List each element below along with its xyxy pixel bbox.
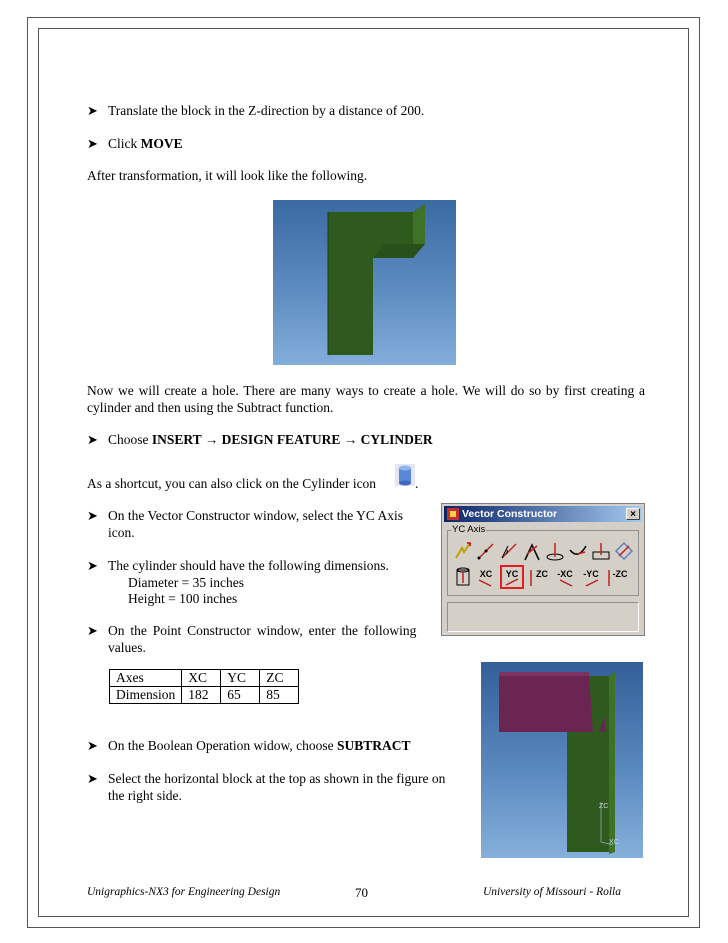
- table-cell: 182: [182, 687, 221, 704]
- figure-translated-block: [273, 200, 456, 365]
- step-boolean: [108, 738, 410, 754]
- angle-vector-icon[interactable]: [498, 540, 520, 562]
- vector-constructor-bottom-panel: [447, 602, 639, 632]
- move-command: MOVE: [140, 136, 183, 151]
- table-row: [110, 670, 299, 687]
- two-points-vector-icon[interactable]: [475, 540, 497, 562]
- plane-normal-vector-icon[interactable]: [590, 540, 612, 562]
- step-boolean-prefix: On the Boolean Operation widow, choose: [108, 738, 337, 753]
- curve-tangent-vector-icon[interactable]: [567, 540, 589, 562]
- bullet-arrow-icon: ➤: [87, 623, 98, 638]
- table-cell: Axes: [110, 670, 182, 687]
- table-cell: ZC: [260, 670, 299, 687]
- step-click-move: [108, 136, 183, 152]
- step-select-line2: the right side.: [108, 788, 182, 803]
- neg-zc-axis-label: -ZC: [612, 569, 628, 579]
- vector-constructor-title: Vector Constructor: [462, 508, 558, 520]
- face-normal-vector-icon[interactable]: [544, 540, 566, 562]
- vector-constructor-titlebar: [444, 506, 642, 522]
- shortcut-text: As a shortcut, you can also click on the Cylinder icon: [87, 476, 377, 491]
- xc-axis-button[interactable]: [475, 566, 497, 588]
- edge-vector-icon[interactable]: [521, 540, 543, 562]
- point-values-table: [109, 669, 299, 704]
- neg-xc-axis-button[interactable]: [554, 566, 576, 588]
- figure-subtract-blocks: [481, 662, 643, 858]
- window-app-icon: [447, 508, 459, 520]
- height-value: Height = 100 inches: [128, 591, 238, 606]
- bullet-arrow-icon: ➤: [87, 432, 98, 447]
- yc-axis-label: YC: [505, 569, 519, 579]
- bullet-arrow-icon: ➤: [87, 558, 98, 573]
- xc-axis-label: XC: [609, 839, 619, 846]
- table-cell: 65: [221, 687, 260, 704]
- bullet-arrow-icon: ➤: [87, 508, 98, 523]
- xc-axis-label: XC: [479, 569, 493, 579]
- bullet-arrow-icon: ➤: [87, 738, 98, 753]
- footer-right: University of Missouri - Rolla: [483, 886, 621, 898]
- datum-axis-vector-icon[interactable]: [613, 540, 635, 562]
- table-cell: XC: [182, 670, 221, 687]
- zc-axis-label: ZC: [599, 803, 609, 810]
- table-row: [110, 687, 299, 704]
- neg-xc-axis-label: -XC: [557, 569, 573, 579]
- zc-axis-label: ZC: [536, 569, 548, 579]
- bullet-arrow-icon: ➤: [87, 103, 98, 118]
- table-cell: YC: [221, 670, 260, 687]
- table-cell: Dimension: [110, 687, 182, 704]
- step-cylinder-dims: The cylinder should have the following dimensions.: [108, 558, 389, 573]
- shortcut-period: .: [415, 476, 419, 491]
- cylinder-axis-vector-icon[interactable]: [452, 566, 474, 588]
- step-point-line1: On the Point Constructor window, enter the following: [108, 623, 417, 638]
- step-vector-line2: icon.: [108, 525, 135, 540]
- step-select-line1: Select the horizontal block at the top as shown in the figure on: [108, 771, 446, 786]
- step-click-prefix: Click: [108, 136, 141, 151]
- step-vector-line1: On the Vector Constructor window, select the YC Axis: [108, 508, 403, 523]
- after-transformation-text: After transformation, it will look like the following.: [87, 168, 368, 183]
- bullet-arrow-icon: ➤: [87, 136, 98, 151]
- neg-yc-axis-button[interactable]: [580, 566, 602, 588]
- footer-left: Unigraphics-NX3 for Engineering Design: [87, 886, 281, 898]
- yc-axis-button[interactable]: [500, 565, 524, 589]
- neg-yc-axis-label: -YC: [583, 569, 599, 579]
- step-point-line2: values.: [108, 640, 146, 655]
- cylinder-menu-path: INSERT → DESIGN FEATURE → CYLINDER: [151, 432, 433, 447]
- table-cell: 85: [260, 687, 299, 704]
- neg-zc-axis-button[interactable]: [606, 566, 628, 588]
- close-button[interactable]: ×: [626, 508, 640, 520]
- step-choose-cylinder: [108, 432, 433, 448]
- yc-axis-group-label: YC Axis: [452, 524, 486, 535]
- diameter-value: Diameter = 35 inches: [128, 575, 244, 590]
- inferred-vector-icon[interactable]: [452, 540, 474, 562]
- step-translate: Translate the block in the Z-direction by a distance of 200.: [108, 103, 425, 118]
- hole-intro-paragraph: Now we will create a hole. There are many ways to create a hole. We will do so by first creating a cylinder and then using the Subtract function.: [87, 383, 645, 415]
- step-choose-prefix: Choose: [108, 432, 152, 447]
- zc-axis-button[interactable]: [528, 566, 550, 588]
- vector-constructor-window: [441, 503, 645, 636]
- cylinder-icon: [395, 464, 415, 486]
- page-number: 70: [355, 885, 368, 900]
- bullet-arrow-icon: ➤: [87, 771, 98, 786]
- subtract-command: SUBTRACT: [336, 738, 411, 753]
